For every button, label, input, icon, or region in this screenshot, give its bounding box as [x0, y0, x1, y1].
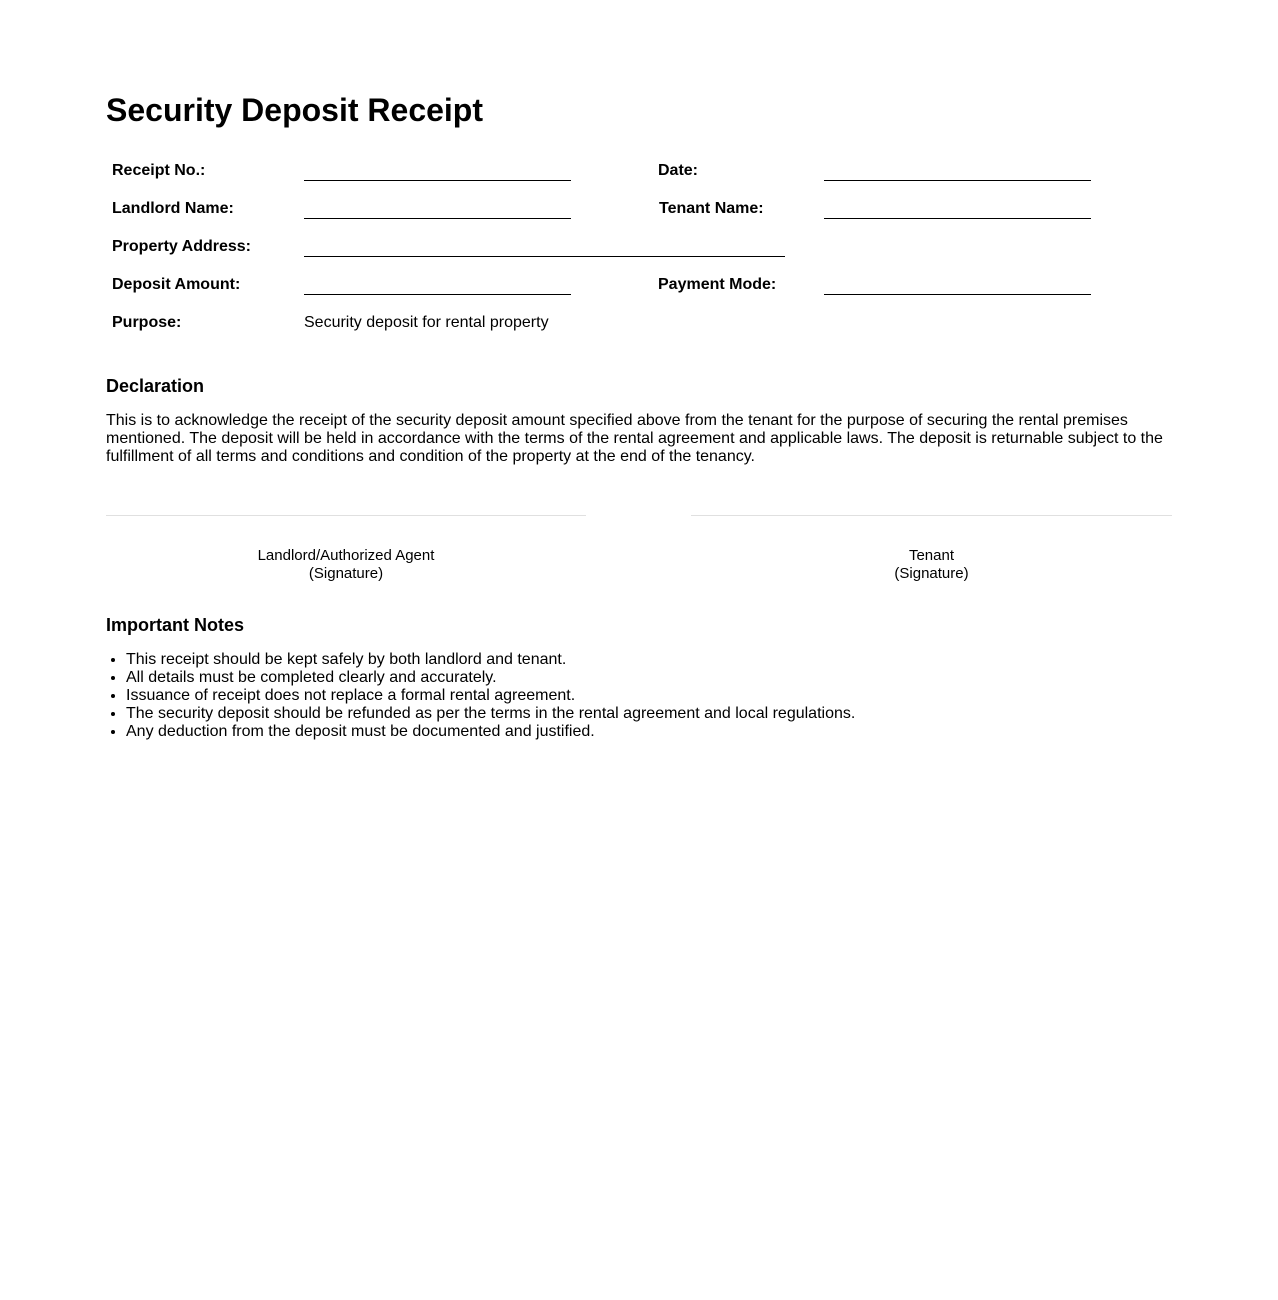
- list-item: • Any deduction from the deposit must be documented and justified.: [126, 723, 855, 741]
- landlord-signature-line[interactable]: [106, 515, 586, 516]
- tenant-name-label: Tenant Name:: [659, 200, 764, 217]
- receipt-no-field[interactable]: [304, 180, 571, 181]
- payment-mode-label: Payment Mode:: [658, 276, 777, 293]
- receipt-date-row: [106, 161, 1172, 191]
- landlord-signature-caption: (Signature): [308, 564, 384, 582]
- list-item: • All details must be completed clearly and accurately.: [126, 669, 855, 687]
- deposit-amount-label: Deposit Amount:: [112, 276, 241, 293]
- landlord-tenant-row: [106, 199, 1172, 229]
- purpose-row: [106, 313, 1172, 343]
- list-item: • The security deposit should be refunded as per the terms in the rental agreement and local regulations.: [126, 705, 855, 723]
- purpose-label: Purpose:: [112, 314, 182, 331]
- declaration-text: This is to acknowledge the receipt of the security deposit amount specified above from the tenant for the purpose of securing the rental premises mentioned. The deposit will be held in accordance with the terms of the rental agreement and applicable laws. The deposit is returnable subject to the fulfillment of all terms and conditions and condition of the property at the end of the tenancy.: [106, 412, 1163, 465]
- property-address-label: Property Address:: [112, 238, 251, 255]
- tenant-name-field[interactable]: [824, 218, 1091, 219]
- landlord-signature-role: Landlord/Authorized Agent: [257, 547, 435, 564]
- list-item: • This receipt should be kept safely by both landlord and tenant.: [126, 651, 855, 669]
- landlord-name-label: Landlord Name:: [112, 200, 234, 217]
- declaration-heading: Declaration: [106, 376, 205, 396]
- landlord-signature-block: [106, 547, 586, 582]
- tenant-signature-caption: (Signature): [894, 564, 969, 582]
- receipt-no-label: Receipt No.:: [112, 162, 206, 179]
- deposit-amount-field[interactable]: [304, 294, 571, 295]
- payment-mode-field[interactable]: [824, 294, 1091, 295]
- important-notes-list: [106, 651, 855, 741]
- list-item: • Issuance of receipt does not replace a formal rental agreement.: [126, 687, 855, 705]
- purpose-value: Security deposit for rental property: [304, 314, 549, 331]
- page-title: Security Deposit Receipt: [106, 92, 483, 128]
- landlord-name-field[interactable]: [304, 218, 571, 219]
- property-address-field[interactable]: [304, 256, 785, 257]
- tenant-signature-line[interactable]: [691, 515, 1172, 516]
- property-address-row: [106, 237, 1172, 267]
- tenant-signature-block: [691, 547, 1172, 582]
- date-field[interactable]: [824, 180, 1091, 181]
- important-notes-heading: Important Notes: [106, 615, 245, 635]
- tenant-signature-role: Tenant: [908, 547, 955, 564]
- deposit-payment-row: [106, 275, 1172, 305]
- date-label: Date:: [658, 162, 699, 179]
